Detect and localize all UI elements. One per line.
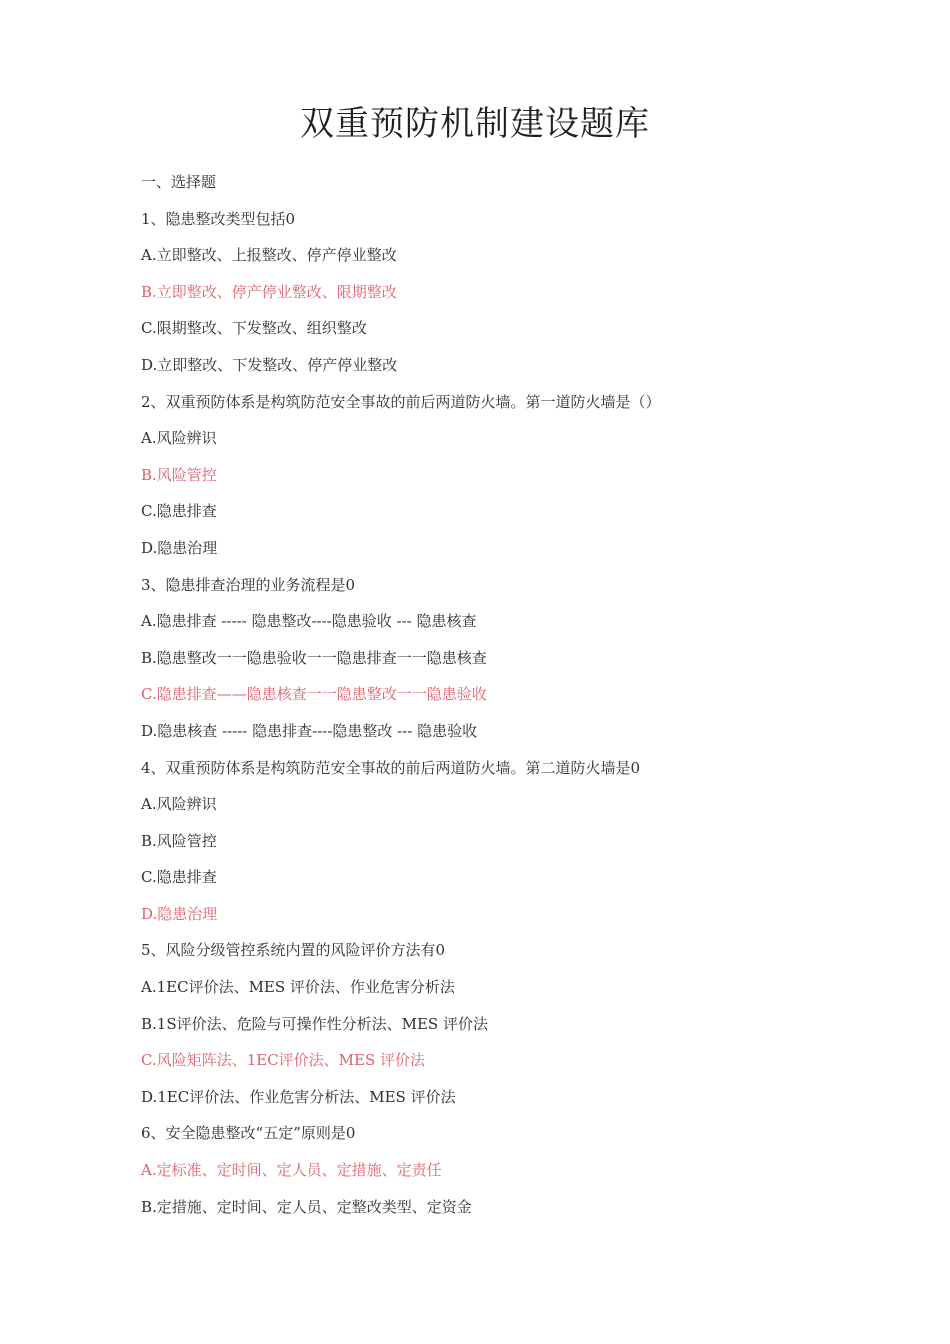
question-stem: 3、隐患排查治理的业务流程是0 [141,575,356,594]
answer-option: B.风险管控 [141,465,217,484]
option-line: C.隐患排查 [141,502,217,521]
question-stem: 2、双重预防体系是构筑防范安全事故的前后两道防火墙。第一道防火墙是（） [141,392,661,411]
option-line: C.限期整改、下发整改、组织整改 [141,319,367,338]
option-line: C.隐患排查 [141,868,217,887]
option-line: D.立即整改、下发整改、停产停业整改 [141,355,398,374]
question-stem: 1、隐患整改类型包括0 [141,209,296,228]
answer-option: B.立即整改、停产停业整改、限期整改 [141,282,397,301]
answer-option: D.隐患治理 [141,904,218,923]
answer-option: C.隐患排查——隐患核查一一隐患整改一一隐患验收 [141,685,487,704]
question-list [141,164,861,1225]
answer-option: C.风险矩阵法、1EC评价法、MES 评价法 [141,1051,426,1070]
option-line: B.定措施、定时间、定人员、定整改类型、定资金 [141,1197,472,1216]
page-title: 双重预防机制建设题库 [300,104,650,144]
section-heading: 一、选择题 [141,173,217,191]
option-line: A.风险辨识 [141,429,217,448]
option-line: A.隐患排查 ----- 隐患整改----隐患验收 --- 隐患核查 [141,612,477,631]
answer-option: A.定标准、定时间、定人员、定措施、定责任 [141,1161,442,1180]
option-line: B.1S评价法、危险与可操作性分析法、MES 评价法 [141,1014,488,1033]
option-line: D.隐患核查 ----- 隐患排查----隐患整改 --- 隐患验收 [141,721,478,740]
option-line: A.立即整改、上报整改、停产停业整改 [141,246,397,265]
option-line: B.隐患整改一一隐患验收一一隐患排查一一隐患核查 [141,648,487,667]
question-stem: 5、风险分级管控系统内置的风险评价方法有0 [141,941,446,960]
question-stem: 4、双重预防体系是构筑防范安全事故的前后两道防火墙。第二道防火墙是0 [141,758,641,777]
option-line: B.风险管控 [141,831,217,850]
option-line: A.风险辨识 [141,795,217,814]
option-line: A.1EC评价法、MES 评价法、作业危害分析法 [141,978,455,997]
question-stem: 6、安全隐患整改“五定”原则是0 [141,1124,356,1143]
option-line: D.隐患治理 [141,538,218,557]
option-line: D.1EC评价法、作业危害分析法、MES 评价法 [141,1087,456,1106]
